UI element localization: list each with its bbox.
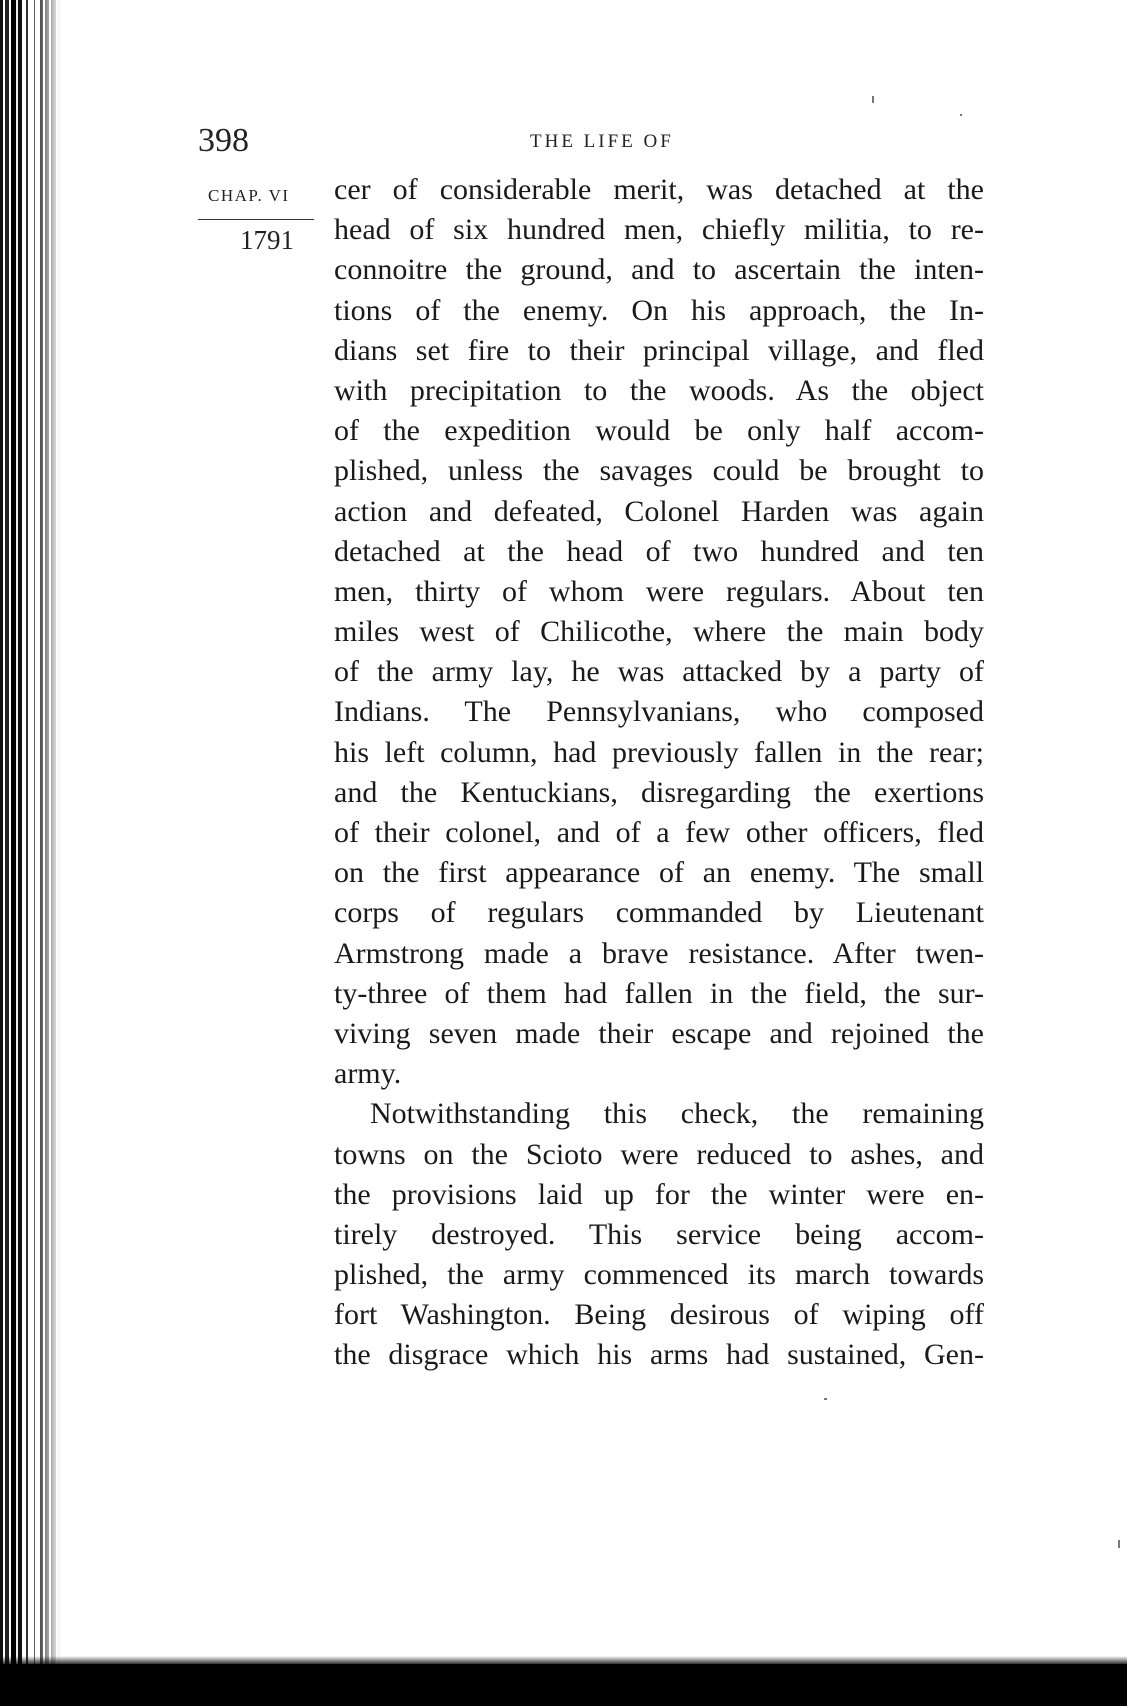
- text-line: viving seven made their escape and rejoined the: [334, 1016, 984, 1050]
- text-line: army.: [334, 1057, 402, 1091]
- text-line: and the Kentuckians, disregarding the exertions: [334, 775, 984, 809]
- scan-speck: [960, 114, 962, 116]
- scan-speck: [872, 96, 874, 103]
- text-line: Armstrong made a brave resistance. After twen-: [334, 936, 984, 970]
- book-binding-edge: [0, 0, 60, 1706]
- scan-bottom-border: [0, 1664, 1127, 1706]
- text-line: action and defeated, Colonel Harden was again: [334, 494, 984, 528]
- text-line: tirely destroyed. This service being accom-: [334, 1217, 984, 1251]
- text-line: tions of the enemy. On his approach, the In-: [334, 293, 984, 327]
- text-line: with precipitation to the woods. As the object: [334, 373, 984, 407]
- margin-chapter-label: CHAP. VI: [208, 186, 290, 205]
- text-line: Notwithstanding this check, the remaining: [370, 1097, 984, 1131]
- body-text: [334, 170, 984, 1376]
- text-line: of the expedition would be only half accom-: [334, 414, 984, 448]
- text-line: detached at the head of two hundred and ten: [334, 534, 984, 568]
- scan-speck: [1118, 1540, 1120, 1548]
- text-line: connoitre the ground, and to ascertain the inten-: [334, 253, 984, 287]
- text-line: Indians. The Pennsylvanians, who composed: [334, 695, 984, 729]
- text-line: dians set fire to their principal village, and fled: [334, 333, 984, 367]
- page-number: 398: [198, 122, 249, 159]
- text-line: plished, the army commenced its march towards: [334, 1258, 984, 1292]
- paragraph: [334, 170, 984, 1094]
- text-line: of the army lay, he was attacked by a party of: [334, 655, 984, 689]
- text-line: towns on the Scioto were reduced to ashes, and: [334, 1137, 984, 1171]
- text-line: on the first appearance of an enemy. The small: [334, 856, 984, 890]
- margin-divider-rule: [198, 219, 314, 220]
- text-line: the disgrace which his arms had sustained, Gen-: [334, 1338, 984, 1372]
- text-line: corps of regulars commanded by Lieutenant: [334, 896, 984, 930]
- text-line: plished, unless the savages could be brought to: [334, 454, 984, 488]
- text-line: ty-three of them had fallen in the field, the sur-: [334, 976, 984, 1010]
- text-line: fort Washington. Being desirous of wiping off: [334, 1298, 984, 1332]
- text-line: miles west of Chilicothe, where the main body: [334, 615, 984, 649]
- paragraph: [334, 1094, 984, 1375]
- scan-speck: [824, 1398, 827, 1400]
- running-head: THE LIFE OF: [530, 131, 674, 152]
- margin-year: 1791: [240, 225, 294, 255]
- text-line: head of six hundred men, chiefly militia, to re-: [334, 213, 984, 247]
- text-line: of their colonel, and of a few other officers, fled: [334, 816, 984, 849]
- text-line: cer of considerable merit, was detached at the: [334, 173, 984, 206]
- text-line: the provisions laid up for the winter were en-: [334, 1177, 984, 1211]
- text-line: men, thirty of whom were regulars. About ten: [334, 574, 984, 608]
- text-line: his left column, had previously fallen in the rear;: [334, 735, 984, 769]
